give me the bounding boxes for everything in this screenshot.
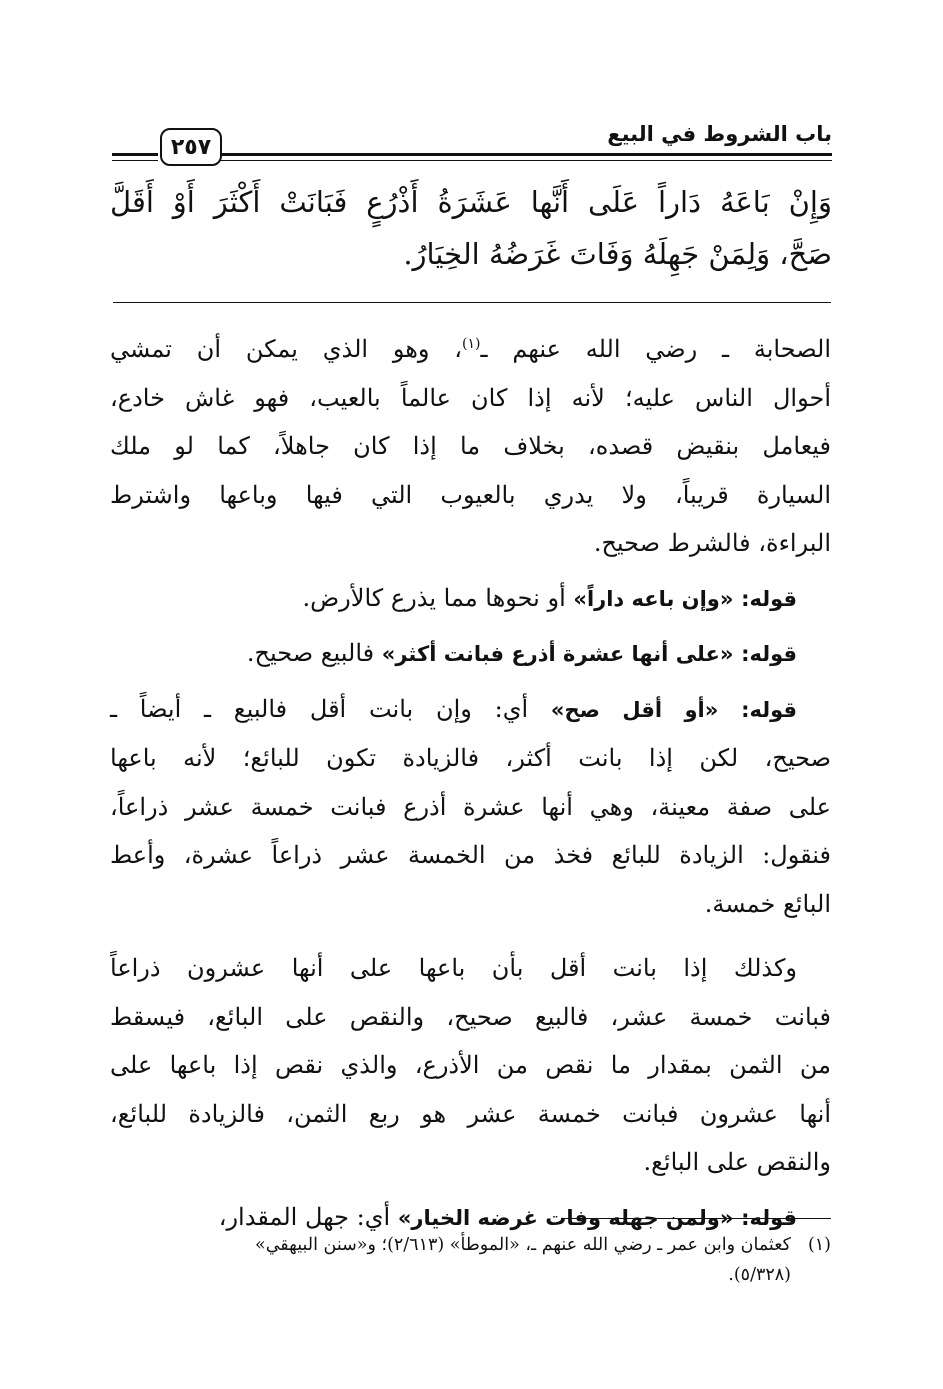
qawl-label: قوله: <box>741 642 797 666</box>
text-run: الصحابة ـ رضي الله عنهم ـ <box>480 335 831 363</box>
qawl-paragraph <box>110 629 831 679</box>
qawl-label: قوله: <box>741 1205 797 1230</box>
text-line: على صفة معينة، وهي أنها عشرة أذرع فبانت خمسة عشر ذراعاً، <box>110 792 831 821</box>
matn-divider <box>113 302 831 303</box>
footnote-ref: (١) <box>462 336 481 352</box>
qawl-paragraph <box>110 574 831 624</box>
text-line: السيارة قريباً، ولا يدري بالعيوب التي فيها وباعها واشترط <box>110 480 831 509</box>
text-line: أحوال الناس عليه؛ لأنه إذا كان عالماً بالعيب، فهو غاش خادع، <box>110 383 831 412</box>
text-line <box>110 320 831 374</box>
footnote-line: (٥/٣٢٨). <box>728 1265 791 1285</box>
text-line: البائع خمسة. <box>704 889 831 918</box>
text-run: فالبيع صحيح. <box>246 639 382 667</box>
qawl-label: قوله: <box>741 586 797 611</box>
text-run: أي: وإن بانت أقل فالبيع ـ أيضاً ـ <box>110 694 551 723</box>
footnote-rule <box>563 1218 831 1219</box>
text-line: فنقول: الزيادة للبائع فخذ من الخمسة عشر ذراعاً عشرة، وأعط <box>110 841 831 869</box>
matn-line: صَحَّ، وَلِمَنْ جَهِلَهُ وَفَاتَ غَرَضُهُ الخِيَارُ. <box>403 237 832 271</box>
running-title: باب الشروط في البيع <box>607 122 832 146</box>
text-line: وكذلك إذا بانت أقل بأن باعها على أنها عشرون ذراعاً <box>110 954 797 982</box>
page-header <box>112 118 832 174</box>
qawl-label: قوله: <box>741 697 797 722</box>
paragraph <box>110 944 831 1187</box>
text-line <box>110 685 831 735</box>
text-line <box>110 629 831 679</box>
qawl-quote: «ولمن جهله وفات غرضه الخيار» <box>397 1205 734 1230</box>
text-line: فيعامل بنقيض قصده، بخلاف ما إذا كان جاهلاً، كما لو ملك <box>110 432 831 460</box>
qawl-quote: «أو أقل صح» <box>550 697 719 722</box>
footnote-number: (١) <box>807 1235 831 1255</box>
text-line: فبانت خمسة عشر، فالبيع صحيح، والنقص على البائع، فيسقط <box>110 1002 831 1031</box>
footnote-text: كعثمان وابن عمر ـ رضي الله عنهم ـ، «الموطأ» (٢/٦١٣)؛ و«سنن البيهقي» <box>254 1235 791 1255</box>
qawl-quote: «وإن باعه داراً» <box>573 586 734 611</box>
header-rule-left <box>112 153 158 156</box>
text-run: أي: جهل المقدار، <box>218 1202 398 1231</box>
page-number: ٢٥٧ <box>160 128 222 166</box>
text-line <box>110 574 831 624</box>
qawl-paragraph <box>110 685 831 929</box>
text-run: ، وهو الذي يمكن أن تمشي <box>110 335 463 363</box>
footnote-line <box>110 1230 831 1260</box>
text-line: البراءة، فالشرط صحيح. <box>593 529 831 557</box>
text-line: صحيح، لكن إذا بانت أكثر، فالزيادة تكون للبائع؛ لأنه باعها <box>110 744 831 772</box>
header-rule-right <box>220 153 832 156</box>
text-line: أنها عشرون فبانت خمسة عشر هو ربع الثمن، فالزيادة للبائع، <box>110 1099 831 1128</box>
text-run: أو نحوها مما يذرع كالأرض. <box>302 583 574 612</box>
footnotes <box>110 1230 831 1290</box>
matn-line: وَإِنْ بَاعَهُ دَاراً عَلَى أَنَّها عَشَرَةُ أَذْرُعٍ فَبَانَتْ أَكْثَرَ أَوْ أَقَلَّ <box>110 185 832 219</box>
paragraph <box>110 320 831 568</box>
qawl-quote: «على أنها عشرة أذرع فبانت أكثر» <box>381 642 734 666</box>
text-line: والنقص على البائع. <box>643 1148 831 1176</box>
matn-text <box>110 176 832 280</box>
text-line: من الثمن بمقدار ما نقص من الأذرع، والذي نقص إذا باعها على <box>110 1051 831 1079</box>
commentary <box>110 320 831 1242</box>
